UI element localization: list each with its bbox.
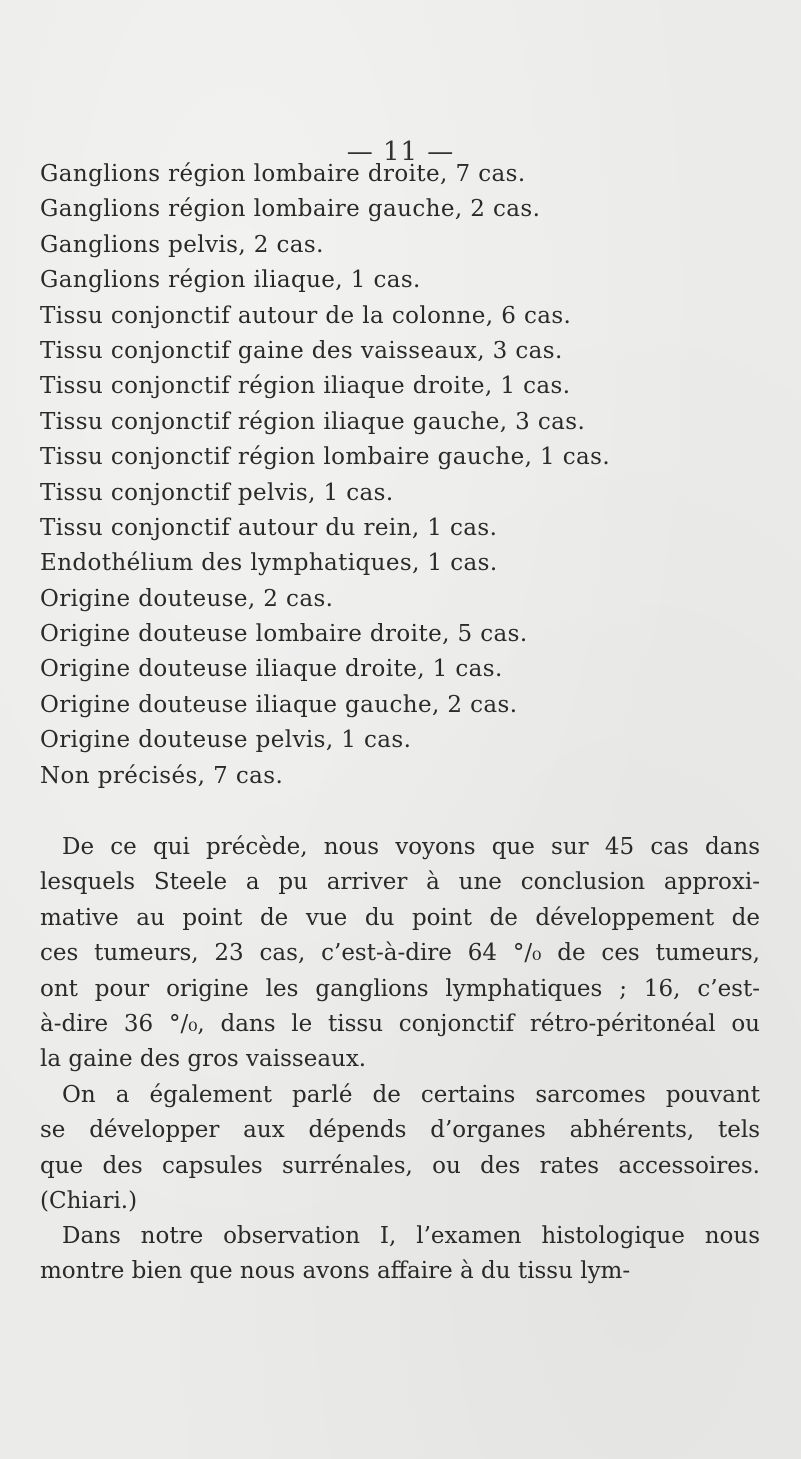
list-item: Tissu conjonctif autour de la colonne, 6 cas. <box>40 302 572 329</box>
list-item: Origine douteuse lombaire droite, 5 cas. <box>40 621 528 648</box>
list-item: Ganglions pelvis, 2 cas. <box>40 231 324 258</box>
page-number: — 11 — <box>346 137 455 167</box>
list-item: Origine douteuse pelvis, 1 cas. <box>40 727 412 754</box>
text-line: On a également parlé de certains sarcomes pouvant <box>62 1082 760 1108</box>
paragraph-adherent-organs <box>40 1078 760 1220</box>
list-item: Endothélium des lymphatiques, 1 cas. <box>40 550 498 577</box>
text-line: lesquels Steele a pu arriver à une conclusion approxi- <box>40 869 760 896</box>
case-list <box>40 157 760 794</box>
text-line: à-dire 36 °/₀, dans le tissu conjonctif rétro-péritonéal ou <box>40 1010 760 1037</box>
text-line: que des capsules surrénales, ou des rates accessoires. <box>40 1152 760 1179</box>
list-item: Ganglions région lombaire gauche, 2 cas. <box>40 196 541 223</box>
text-line: mative au point de vue du point de développement de <box>40 904 760 931</box>
text-line: montre bien que nous avons affaire à du tissu lym- <box>40 1258 631 1285</box>
text-line: Dans notre observation I, l’examen histologique nous <box>62 1223 760 1249</box>
text-line: ces tumeurs, 23 cas, c’est-à-dire 64 °/₀ de ces tumeurs, <box>40 940 760 967</box>
list-item: Tissu conjonctif autour du rein, 1 cas. <box>40 514 498 541</box>
paragraph-observation <box>40 1219 760 1290</box>
text-line: (Chiari.) <box>40 1188 138 1215</box>
text-line: se développer aux dépends d’organes abhérents, tels <box>40 1117 760 1144</box>
list-item: Tissu conjonctif région lombaire gauche, 1 cas. <box>40 444 611 471</box>
list-item: Tissu conjonctif gaine des vaisseaux, 3 cas. <box>40 337 563 364</box>
list-item: Origine douteuse, 2 cas. <box>40 585 334 612</box>
list-item: Ganglions région iliaque, 1 cas. <box>40 267 421 294</box>
list-item: Non précisés, 7 cas. <box>40 762 284 789</box>
list-item: Tissu conjonctif pelvis, 1 cas. <box>40 479 394 506</box>
text-line: De ce qui précède, nous voyons que sur 45 cas dans <box>62 834 760 860</box>
list-item: Tissu conjonctif région iliaque gauche, 3 cas. <box>40 408 586 435</box>
list-item: Tissu conjonctif région iliaque droite, 1 cas. <box>40 373 571 400</box>
text-line: ont pour origine les ganglions lymphatiques ; 16, c’est- <box>40 975 760 1002</box>
list-item: Ganglions région lombaire droite, 7 cas. <box>40 161 526 187</box>
list-item: Origine douteuse iliaque gauche, 2 cas. <box>40 691 518 718</box>
list-item: Origine douteuse iliaque droite, 1 cas. <box>40 656 503 683</box>
paragraph-statistics <box>40 830 760 1078</box>
text-line: la gaine des gros vaisseaux. <box>40 1046 367 1073</box>
